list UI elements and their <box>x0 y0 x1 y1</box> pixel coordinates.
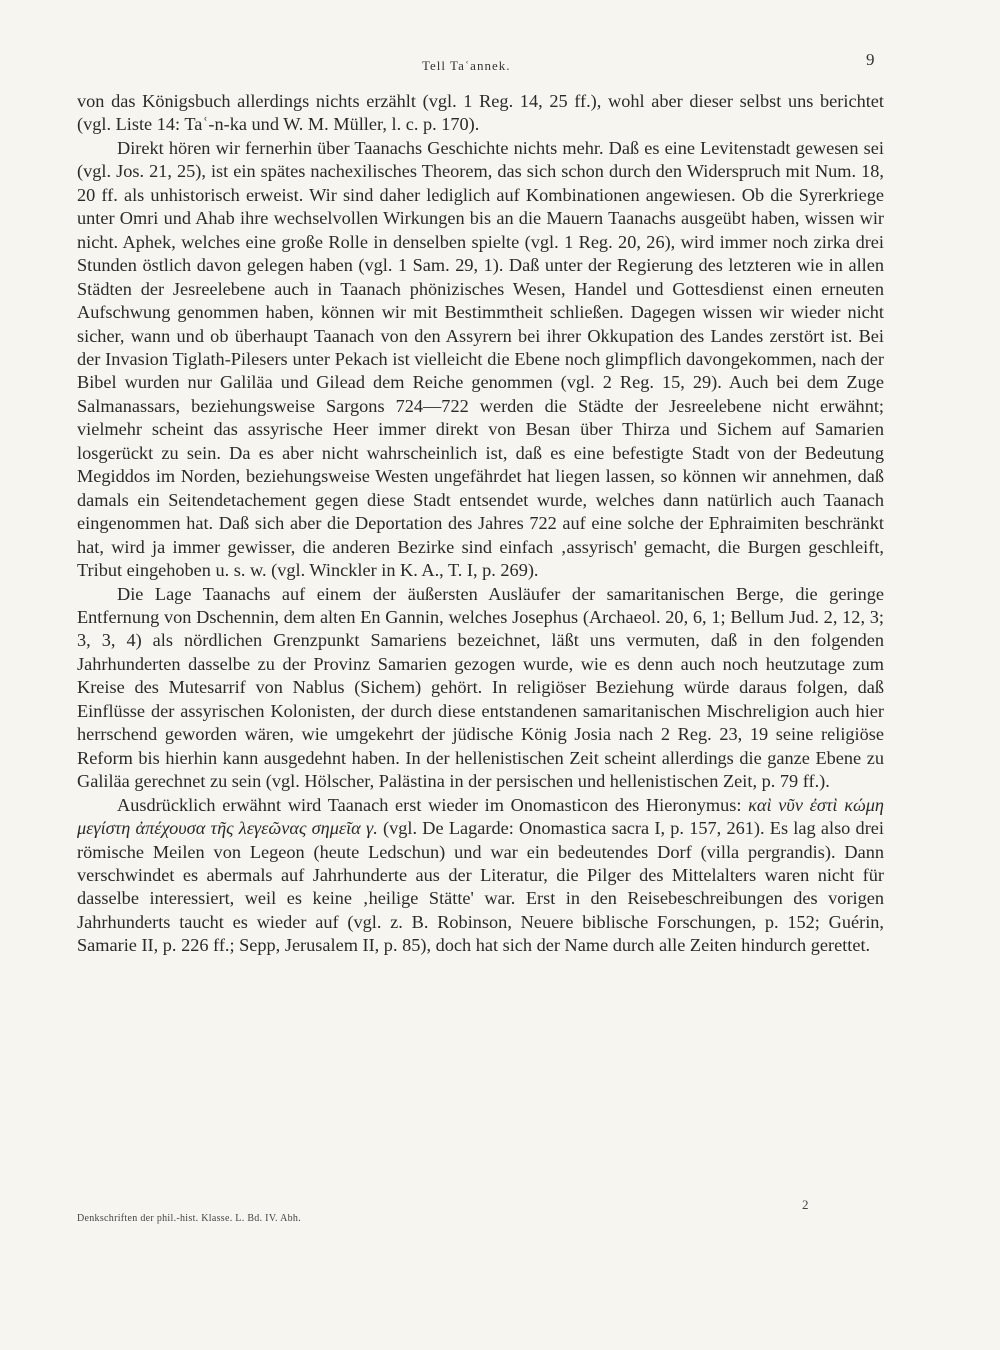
page-number: 9 <box>866 50 875 69</box>
body-text <box>77 90 884 958</box>
paragraph-4-intro: Ausdrücklich erwähnt wird Taanach erst wieder im Onomasticon des Hieronymus: <box>117 794 749 815</box>
greek-quotation: καὶ νῦν ἐστὶ κώμη μεγίστη ἀπέχουσα τῆς λεγεῶνας σημεῖα γ. <box>77 794 884 839</box>
paragraph-2: Direkt hören wir fernerhin über Taanachs Geschichte nichts mehr. Daß es eine Levitenstadt gewesen sei (vgl. Jos. 21, 25), ist ein spätes nachexilisches Theorem, das sich schon durch den Widerspruch mit Num. 18, 20 ff. als unhistorisch erweist. Wir sind daher lediglich auf Kombinationen angewiesen. Ob die Syrerkriege unter Omri und Ahab ihre wechselvollen Wirkungen bis an die Mauern Taanachs ausgeübt haben, wissen wir nicht. Aphek, welches eine große Rolle in denselben spielte (vgl. 1 Reg. 20, 26), wird immer noch zirka drei Stunden östlich davon gelegen haben (vgl. 1 Sam. 29, 1). Daß unter der Regierung des letzteren wie in allen Städten der Jesreelebene auch in Taanach phönizisches Wesen, Handel und Gottesdienst einen erneuten Aufschwung genommen haben, können wir mit Bestimmtheit schließen. Dagegen wissen wir wieder nicht sicher, wann und ob überhaupt Taanach von den Assyrern bei ihrer Okkupation des Landes zerstört ist. Bei der Invasion Tiglath-Pilesers unter Pekach ist vielleicht die Ebene noch glimpflich davongekommen, nach der Bibel wurden nur Galiläa und Gilead dem Reiche genommen (vgl. 2 Reg. 15, 29). Auch bei dem Zuge Salmanassars, beziehungsweise Sargons 724—722 werden die Städte der Jesreelebene nicht erwähnt; vielmehr scheint das assyrische Heer immer direkt von Besan über Thirza und Sichem auf Samarien losgerückt zu sein. Da es aber nicht wahrscheinlich ist, daß es eine befestigte Stadt von der Bedeutung Megiddos im Norden, beziehungsweise Westen ungefährdet hat liegen lassen, so können wir annehmen, daß damals ein Seitendetachement gegen diese Stadt entsendet wurde, welches dann natürlich auch Taanach eingenommen hat. Daß sich aber die Deportation des Jahres 722 auf eine solche der Ephraimiten beschränkt hat, wird ja immer gewisser, die anderen Bezirke sind einfach ‚assyrisch' gemacht, die Burgen geschleift, Tribut eingehoben u. s. w. (vgl. Winckler in K. A., T. I, p. 269). <box>77 137 884 581</box>
paragraph-4-rest: (vgl. De Lagarde: Onomastica sacra I, p. 157, 261). Es lag also drei römische Meilen von Legeon (heute Ledschun) und war ein bedeutendes Dorf (villa pergrandis). Dann verschwindet es abermals auf Jahrhunderte aus der Literatur, die Pilger des Mittelalters waren nicht für dasselbe interessiert, weil es keine ‚heilige Stätte' war. Erst in den Reisebeschreibungen des vorigen Jahrhunderts taucht es wieder auf (vgl. z. B. Robinson, Neuere biblische Forschungen, p. 152; Guérin, Samarie II, p. 226 ff.; Sepp, Jerusalem II, p. 85), doch hat sich der Name durch alle Zeiten hindurch gerettet. <box>77 818 884 956</box>
signature-mark: 2 <box>802 1197 809 1212</box>
running-head: Tell Taʿannek. <box>422 58 511 73</box>
paragraph-3: Die Lage Taanachs auf einem der äußersten Ausläufer der samaritanischen Berge, die geringe Entfernung von Dschennin, dem alten En Gannin, welches Josephus (Archaeol. 20, 6, 1; Bellum Jud. 2, 12, 3; 3, 3, 4) als nördlichen Grenzpunkt Samariens bezeichnet, läßt uns vermuten, daß in den folgenden Jahrhunderten dasselbe zu der Provinz Samarien gezogen wurde, wie es denn auch noch heutzutage zum Kreise des Mutesarrif von Nablus (Sichem) gehört. In religiöser Beziehung würde daraus folgen, daß Einflüsse der assyrischen Kolonisten, der durch diese entstandenen samaritanischen Mischreligion auch hier herrschend geworden wären, wie umgekehrt der jüdische König Josia nach 2 Reg. 23, 19 seine religiöse Reform bis hierhin kann ausgedehnt haben. In der hellenistischen Zeit scheint allerdings die ganze Ebene zu Galiläa gerechnet zu sein (vgl. Hölscher, Palästina in der persischen und hellenistischen Zeit, p. 79 ff.). <box>77 583 884 792</box>
paragraph-1: von das Königsbuch allerdings nichts erzählt (vgl. 1 Reg. 14, 25 ff.), wohl aber dieser selbst uns berichtet (vgl. Liste 14: Taʿ-n-ka und W. M. Müller, l. c. p. 170). <box>77 91 884 135</box>
series-footer-note: Denkschriften der phil.-hist. Klasse. L. Bd. IV. Abh. <box>77 1213 302 1224</box>
paragraph-4 <box>77 794 884 958</box>
